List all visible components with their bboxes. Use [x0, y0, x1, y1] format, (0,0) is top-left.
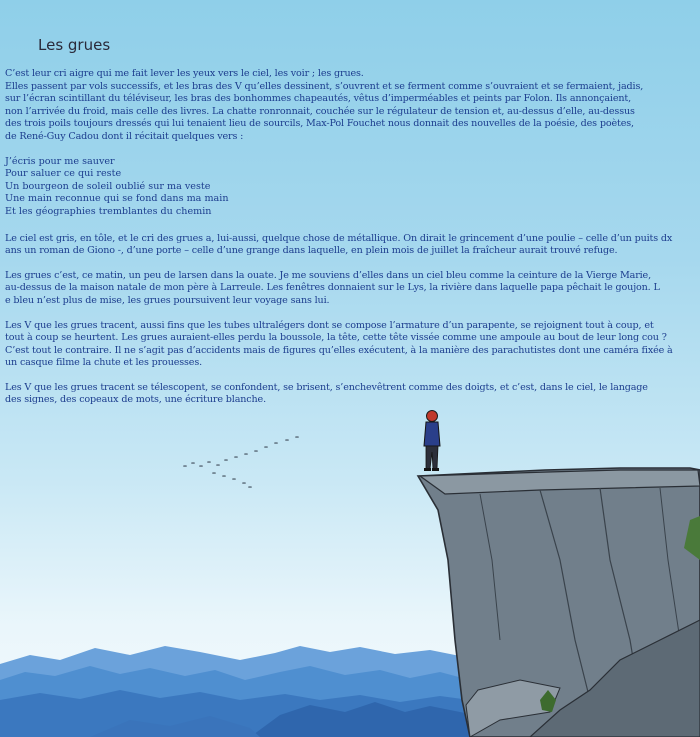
person-figure — [424, 411, 440, 472]
poem-line: J’écris pour me sauver — [5, 155, 115, 167]
paragraph-4: Les V que les grues tracent, aussi fins que les tubes ultralégers dont se compose l’armature d’un parapente, se rejoignent tout à coup, et tout à coup se heurtent. Les grues auraient-elles perdu la boussole, la tête, cette tête vissée comme une ampoule au bout de leur long cou ? C’est tout le contraire. Il ne s’agit pas d’accidents mais de figures qu’elles exécutent, à la manière des parachutistes dont une caméra fixée à un casque filme la chute et les prouesses. — [5, 319, 673, 369]
poem-line: Un bourgeon de soleil oublié sur ma veste — [5, 180, 211, 192]
page-title: Les grues — [38, 36, 111, 54]
paragraph-2: Le ciel est gris, en tôle, et le cri des grues a, lui-aussi, quelque chose de métallique. On dirait le grincement d’une poulie – celle d’un puits dx ans un roman de Giono -, d’une porte – celle d’une grange dans laquelle, en plein mois de juillet la fraîcheur aurait trouvé refuge. — [5, 232, 673, 257]
paragraph-1: C’est leur cri aigre qui me fait lever les yeux vers le ciel, les voir ; les grues. Elles passent par vols successifs, et les bras des V qu’elles dessinent, s’ouvrent et se ferment comme s’ouvraient et se fermaient, jadis, sur l’écran scintillant du téléviseur, les bras des bonhommes chapeautés, vêtus d’imperméables et peints par Folon. Ils annonçaient, non l’arrivée du froid, mais celle des livres. La chatte ronronnait, couchée sur le régulateur de tension et, au-dessus d’elle, au-dessus des trois poils toujours dressés qui lui tenaient lieu de sourcils, Max-Pol Fouchet nous donnait des nouvelles de la poésie, des poètes, de René-Guy Cadou dont il récitait quelques vers : — [5, 68, 644, 142]
mountain-range — [0, 646, 470, 737]
cranes-flock — [183, 436, 299, 488]
text-block — [5, 36, 685, 419]
poem — [5, 156, 685, 219]
paragraph-3: Les grues c’est, ce matin, un peu de larsen dans la ouate. Je me souviens d’elles dans un ciel bleu comme la ceinture de la Vierge Marie, au-dessus de la maison natale de mon père à Larreule. Les fenêtres donnaient sur le Lys, la rivière dans laquelle papa pêchait le goujon. L e bleu n’est plus de mise, les grues poursuivent leur voyage sans lui. — [5, 269, 660, 306]
poem-line: Et les géographies tremblantes du chemin — [5, 205, 212, 217]
poem-line: Pour saluer ce qui reste — [5, 168, 122, 180]
poem-line: Une main reconnue qui se fond dans ma main — [5, 193, 229, 205]
paragraph-5: Les V que les grues tracent se télescopent, se confondent, se brisent, s’enchevêtrent comme des doigts, et c’est, dans le ciel, le langage des signes, des copeaux de mots, une écriture blanche. — [5, 381, 648, 406]
